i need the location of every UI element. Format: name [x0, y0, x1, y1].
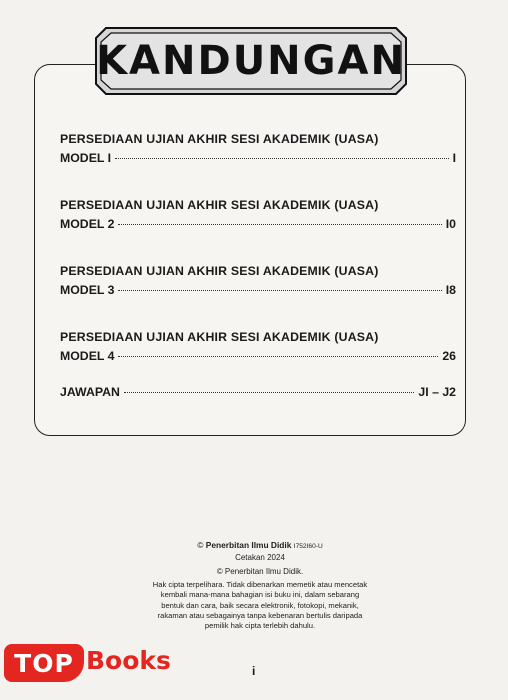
- dot-leader: [118, 356, 438, 357]
- toc-entry-page: I0: [445, 217, 456, 231]
- toc-entry-heading: PERSEDIAAN UJIAN AKHIR SESI AKADEMIK (UASA): [60, 264, 379, 278]
- rights-line: Hak cipta terpelihara. Tidak dibenarkan memetik atau mencetak: [152, 579, 368, 589]
- rights-line: pemilik hak cipta terlebih dahulu.: [204, 621, 316, 631]
- toc-entry-label: MODEL 2: [60, 217, 115, 231]
- dot-leader: [118, 290, 441, 291]
- dot-leader: [115, 158, 449, 159]
- rights-notice: [120, 580, 400, 632]
- toc-entry: [60, 132, 456, 167]
- toc-entry-page: 26: [442, 349, 456, 363]
- copyright-symbol: ©: [197, 540, 204, 550]
- publisher-credits: [120, 540, 400, 632]
- page-title: KANDUNGAN: [96, 38, 406, 84]
- page-number: i: [252, 664, 256, 678]
- toc-entry-label: MODEL I: [60, 151, 112, 165]
- copyright-line: © Penerbitan Ilmu Didik.: [216, 567, 304, 577]
- printing-year: Cetakan 2024: [235, 552, 285, 562]
- toc-entry-heading: PERSEDIAAN UJIAN AKHIR SESI AKADEMIK (UASA): [60, 132, 379, 146]
- dot-leader: [118, 224, 441, 225]
- topbooks-logo: [0, 640, 180, 684]
- contents-frame: [34, 64, 466, 436]
- toc-entry-label: MODEL 4: [60, 349, 115, 363]
- toc-entry: [60, 264, 456, 299]
- toc-entry-page: JI – J2: [418, 385, 456, 399]
- toc-entry-heading: PERSEDIAAN UJIAN AKHIR SESI AKADEMIK (UASA): [60, 330, 379, 344]
- rights-line: bentuk dan cara, baik secara elektronik, fotokopi, mekanik,: [161, 600, 359, 610]
- registration-number: I752I60-U: [293, 543, 323, 550]
- logo-books-text: Books: [86, 646, 171, 675]
- publisher-name: Penerbitan Ilmu Didik: [205, 540, 292, 550]
- toc-entry-page: I: [452, 151, 456, 165]
- toc-entry-label: JAWAPAN: [60, 385, 120, 399]
- toc-entry-heading: PERSEDIAAN UJIAN AKHIR SESI AKADEMIK (UASA): [60, 198, 379, 212]
- toc-entry: [60, 198, 456, 233]
- title-plaque: [92, 24, 410, 98]
- toc-entry-answers: [60, 382, 456, 401]
- toc-entry-label: MODEL 3: [60, 283, 115, 297]
- toc-entry: [60, 330, 456, 365]
- dot-leader: [124, 392, 414, 393]
- logo-top-text: TOP: [4, 644, 84, 682]
- rights-line: rakaman atau sebagainya tanpa kebenaran bertulis daripada: [157, 611, 363, 620]
- toc-entry-page: I8: [445, 283, 456, 297]
- rights-line: kembali mana-mana bahagian isi buku ini, dalam sebarang: [160, 590, 360, 600]
